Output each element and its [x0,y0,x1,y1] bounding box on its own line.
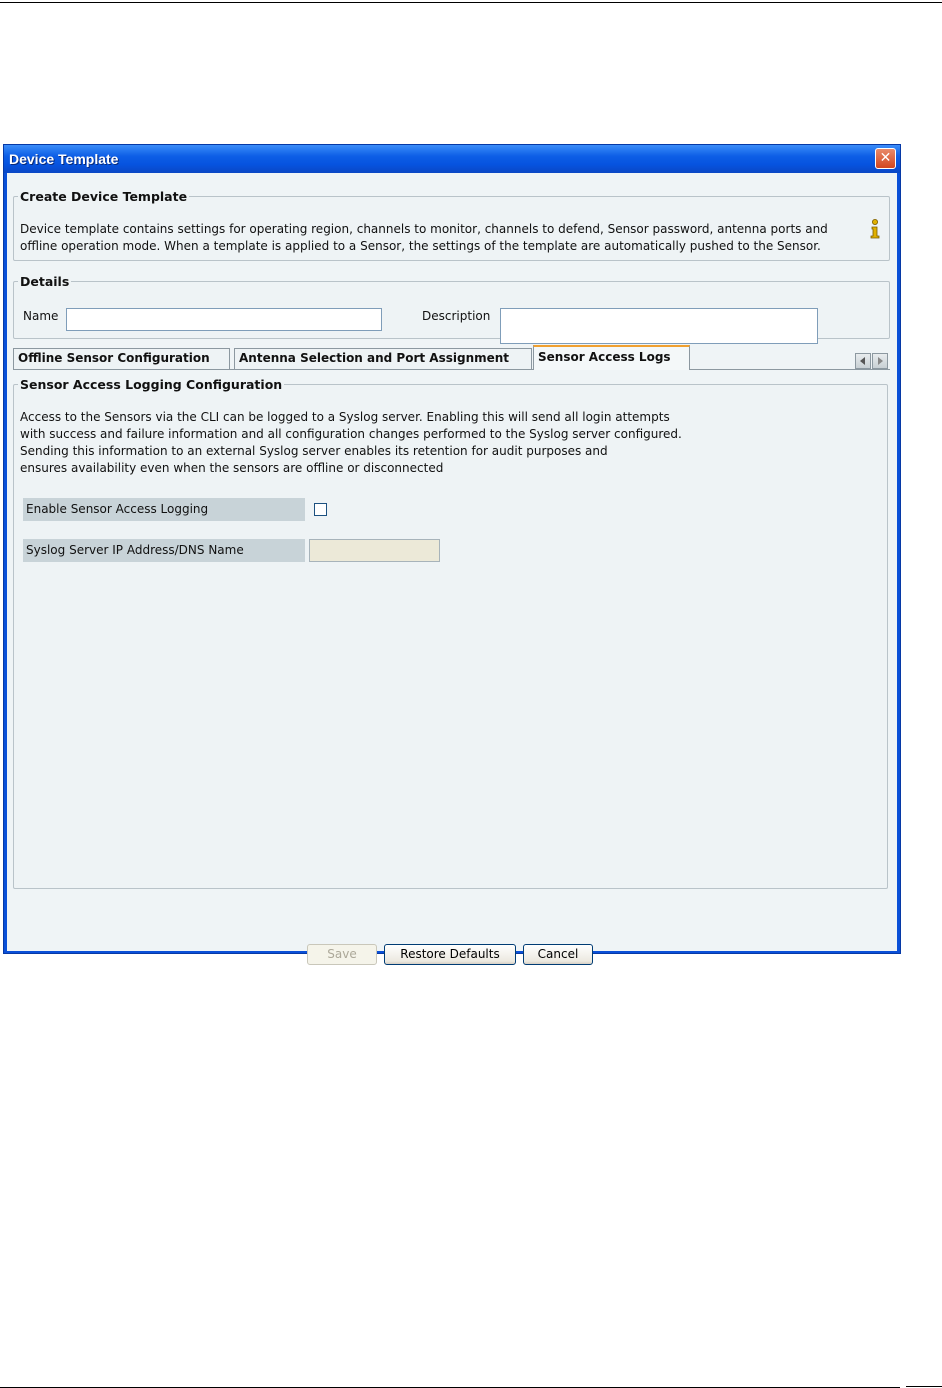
page-top-rule [0,2,942,3]
tab-antenna-selection[interactable]: Antenna Selection and Port Assignment [234,348,532,369]
logging-description-line: Sending this information to an external Syslog server enables its retention for audit purposes and [20,444,608,458]
description-label: Description [422,309,491,323]
logging-description-line: ensures availability even when the sensors are offline or disconnected [20,461,444,475]
restore-defaults-button[interactable]: Restore Defaults [384,944,516,965]
description-input[interactable] [500,308,818,344]
dialog-title: Device Template [9,151,119,167]
logging-description [20,409,860,477]
enable-logging-label: Enable Sensor Access Logging [23,498,305,521]
logging-description-line: with success and failure information and all configuration changes performed to the Syslog server configured. [20,427,682,441]
sensor-access-logs-panel [13,369,890,916]
details-legend: Details [20,274,70,289]
page-bottom-tick [906,1386,942,1387]
tab-strip [13,345,893,370]
logging-description-line: Access to the Sensors via the CLI can be logged to a Syslog server. Enabling this will send all login attempts [20,410,670,424]
name-input[interactable] [66,308,382,331]
info-icon [869,219,881,239]
name-label: Name [23,309,59,323]
arrow-right-icon [873,354,887,368]
create-group-description: Device template contains settings for operating region, channels to monitor, channels to defend, Sensor password, antenna ports and offline operation mode. When a template is applied to a Sensor, the settings of the template are automatically pushed to the Sensor. [20,222,828,253]
cancel-button[interactable]: Cancel [523,944,593,965]
enable-logging-checkbox[interactable] [314,503,327,516]
create-group-legend: Create Device Template [20,189,188,204]
close-icon: ✕ [879,150,892,166]
device-template-dialog [3,144,901,961]
title-bar[interactable] [4,145,900,173]
sensor-access-logging-group [13,377,888,889]
tab-scroll-right-button[interactable] [872,353,888,369]
create-device-template-group [13,189,890,261]
tab-sensor-access-logs[interactable]: Sensor Access Logs [533,345,690,370]
close-button[interactable] [875,148,896,169]
tab-scroll-left-button[interactable] [855,353,871,369]
syslog-server-label: Syslog Server IP Address/DNS Name [23,539,305,562]
tab-offline-sensor-configuration[interactable]: Offline Sensor Configuration [13,348,230,369]
details-group [13,274,890,339]
syslog-server-input[interactable] [309,539,440,562]
arrow-left-icon [856,354,870,368]
dialog-client-area [7,173,897,961]
logging-legend: Sensor Access Logging Configuration [20,377,283,392]
save-button[interactable]: Save [307,944,377,965]
